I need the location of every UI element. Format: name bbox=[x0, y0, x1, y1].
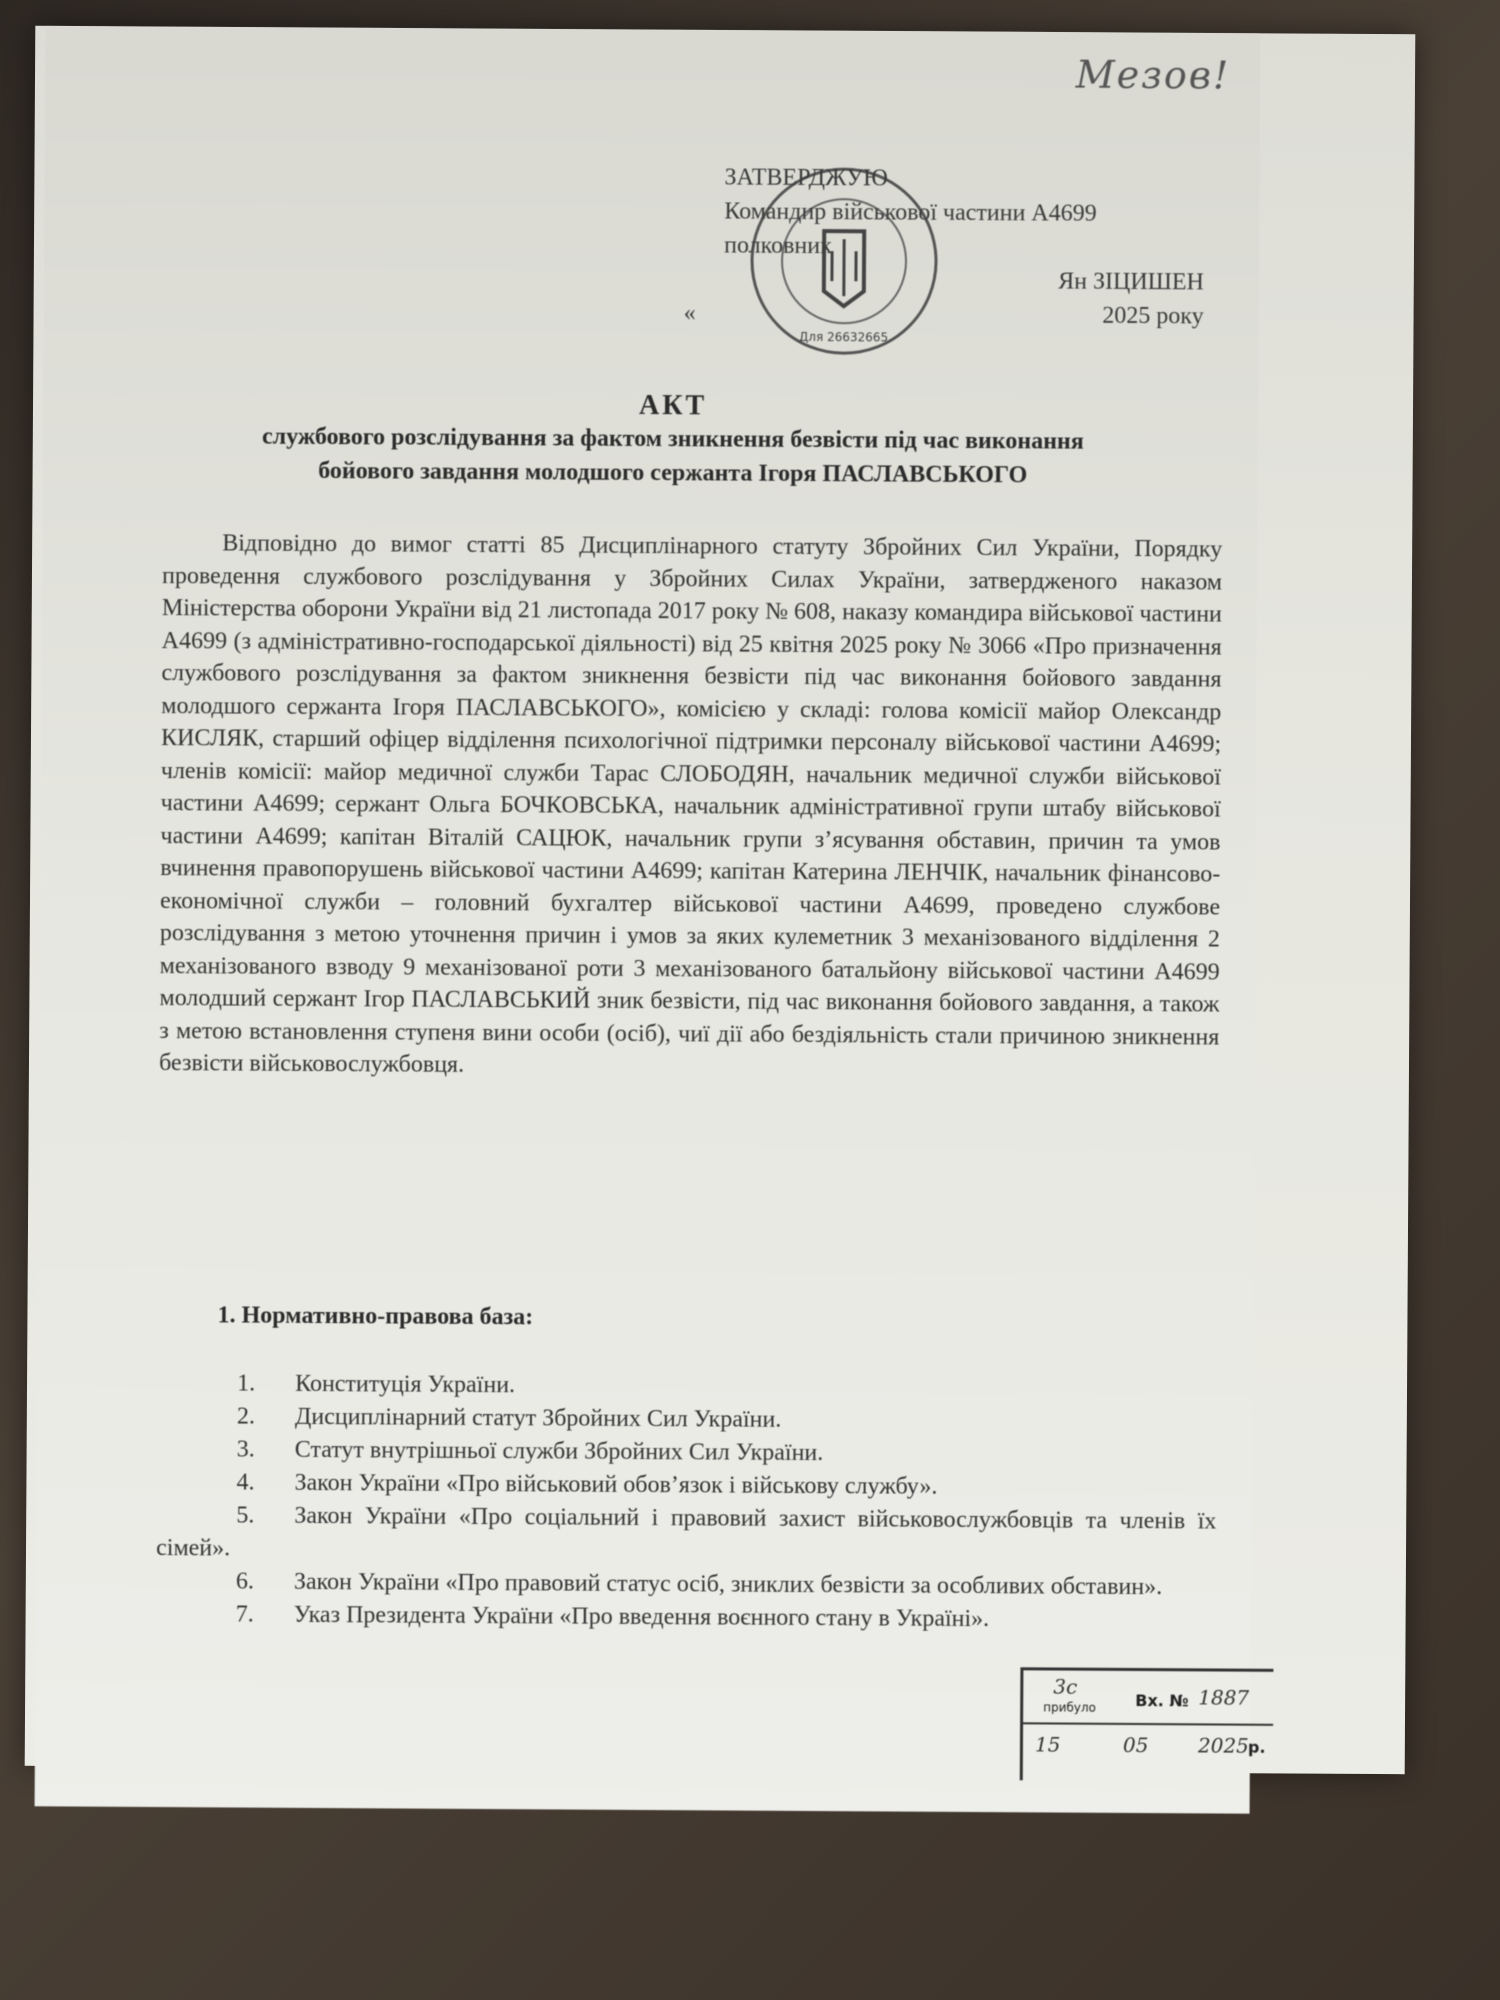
registration-day: 15 bbox=[1034, 1732, 1061, 1757]
list-item bbox=[156, 1499, 1216, 1571]
list-item-text: Статут внутрішньої служби Збройних Сил України. bbox=[294, 1436, 824, 1467]
registration-number: 1887 bbox=[1198, 1685, 1250, 1710]
approval-date-quote: « bbox=[683, 300, 696, 327]
list-item-number: 2. bbox=[236, 1403, 256, 1430]
list-item-number: 1. bbox=[237, 1370, 256, 1397]
handwritten-note: Мезов! bbox=[1075, 52, 1231, 98]
registration-month: 05 bbox=[1122, 1732, 1149, 1758]
registration-handwritten-top: 3с bbox=[1053, 1674, 1078, 1699]
list-item bbox=[156, 1598, 1216, 1637]
list-item-text: Указ Президента України «Про введення воєнного стану в Україні». bbox=[293, 1601, 990, 1633]
approval-title: ЗАТВЕРДЖУЮ bbox=[724, 164, 888, 192]
approval-rank: полковник bbox=[724, 232, 832, 260]
approval-block bbox=[684, 160, 1205, 333]
document-sheet bbox=[35, 26, 1266, 1813]
document-title: АКТ bbox=[638, 389, 708, 422]
list-item-number: 4. bbox=[236, 1469, 255, 1496]
registration-year-suffix: р. bbox=[1247, 1737, 1266, 1757]
approval-date-row bbox=[684, 296, 1204, 333]
document-title-block bbox=[123, 387, 1224, 494]
body-paragraph: Відповідно до вимог статті 85 Дисциплінарного статуту Збройних Сил України, Порядку проведення службового розслідування у Збройних Силах України, затвердженого наказом Міністерства оборони України від 21 листопада 2017 року № 608, наказу командира військової частини А4699 (з адміністративно-господарської діяльності) від 25 квітня 2025 року № 3066 «Про призначення службового розслідування за фактом зникнення безвісти під час виконання бойового завдання молодшого сержанта Ігоря ПАСЛАВСЬКОГО», комісією у складі: голова комісії майор Олександр КИСЛЯК, старший офіцер відділення психологічної підтримки персоналу військової частини А4699; членів комісії: майор медичної служби Тарас СЛОБОДЯН, начальник медичної служби військової частини А4699; сержант Ольга БОЧКОВСЬКА, начальник адміністративної групи штабу військової частини А4699; капітан Віталій САЦЮК, начальник групи з’ясування обставин, причин та умов вчинення правопорушень військової частини А4699; капітан Катерина ЛЕНЧІК, начальник фінансово-економічної служби – головний бухгалтер військової частини А4699, проведено службове розслідування з метою уточнення причин і умов за яких кулеметник 3 механізованого відділення 2 механізованого взводу 9 механізованої роти 3 механізованого батальйону військової частини А4699 молодший сержант Ігор ПАСЛАВСЬКИЙ зник безвісти, під час виконання бойового завдання, а також з метою встановлення ступеня вини особи (осіб), чиї дії або бездіяльність стали причиною зникнення безвісти військовослужбовця. bbox=[159, 530, 1223, 1078]
registration-stamp bbox=[1020, 1667, 1274, 1782]
list-item-number: 3. bbox=[236, 1436, 255, 1463]
approval-commander: Командир військової частини А4699 bbox=[724, 198, 1097, 227]
list-item-number: 5. bbox=[236, 1502, 255, 1529]
seal-text: Для 26632665 bbox=[798, 329, 889, 345]
approval-date-year: 2025 року bbox=[1102, 302, 1204, 330]
list-item-text: Дисциплінарний статут Збройних Сил України. bbox=[294, 1403, 782, 1433]
list-item-number: 6. bbox=[235, 1568, 255, 1595]
registration-number-label: Вх. № bbox=[1135, 1690, 1189, 1711]
normative-list bbox=[156, 1367, 1218, 1637]
section-heading: 1. Нормативно-правова база: bbox=[217, 1302, 534, 1331]
registration-divider bbox=[1023, 1722, 1273, 1726]
document-subtitle-line1: службового розслідування за фактом зникнення безвісти під час виконання bbox=[261, 423, 1084, 455]
list-item-text: Закон України «Про військовий обов’язок і військову службу». bbox=[294, 1469, 938, 1500]
registration-year: 2025 bbox=[1197, 1733, 1249, 1758]
list-item-text: Закон України «Про соціальний і правовий захист військовослужбовців та членів їх сімей». bbox=[156, 1502, 1217, 1562]
list-item-text: Закон України «Про правовий статус осіб, зниклих безвісти за особливих обставин». bbox=[293, 1568, 1163, 1601]
list-item-number: 7. bbox=[235, 1601, 254, 1628]
document-subtitle-line2: бойового завдання молодшого сержанта Ігоря ПАСЛАВСЬКОГО bbox=[318, 457, 1028, 489]
approval-name: Ян ЗІЦИШЕН bbox=[1058, 268, 1204, 296]
registration-tag: прибуло bbox=[1043, 1700, 1097, 1715]
list-item-text: Конституція України. bbox=[295, 1370, 516, 1399]
